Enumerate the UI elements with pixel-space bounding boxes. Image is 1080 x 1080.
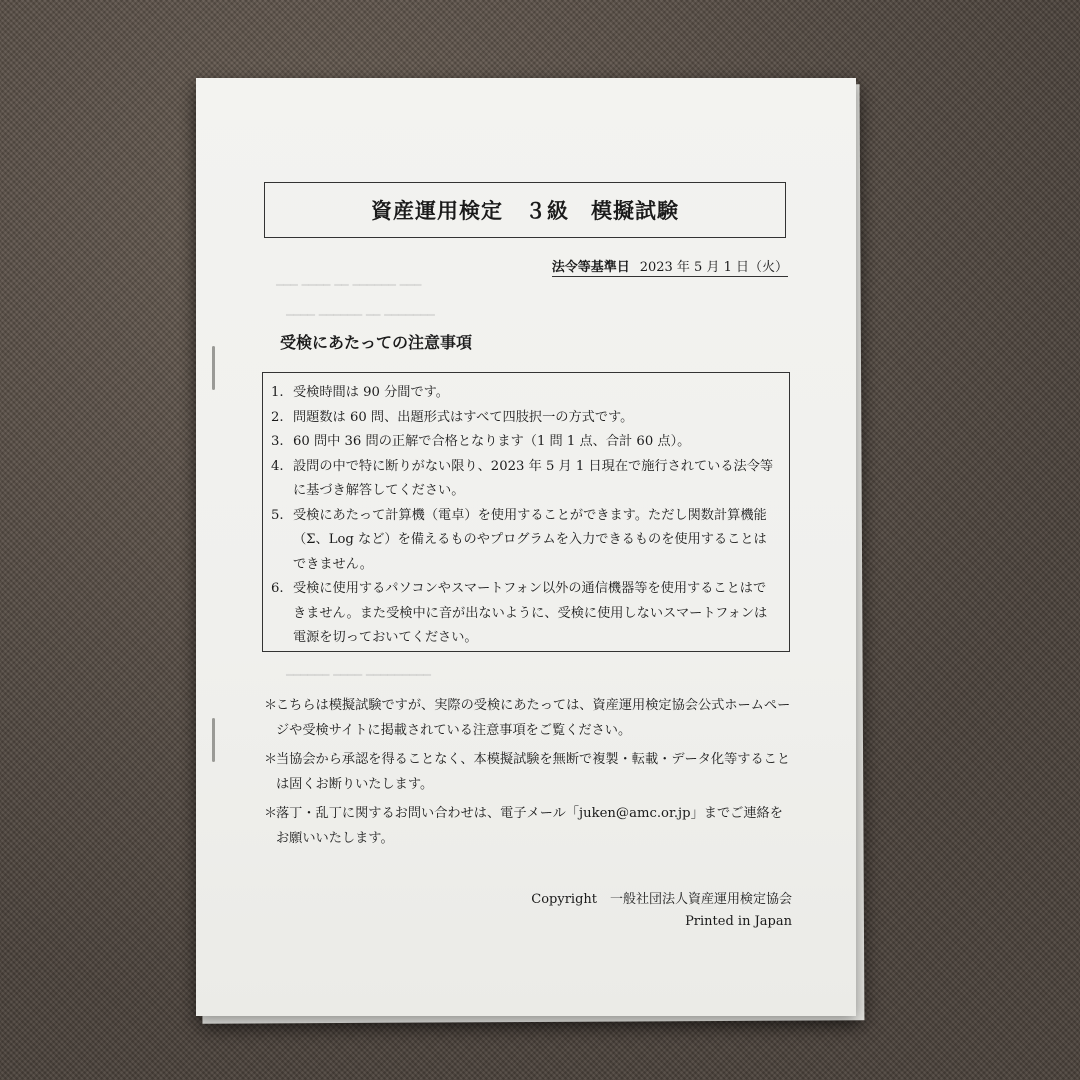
copyright: Copyright 一般社団法人資産運用検定協会 xyxy=(531,892,792,907)
asterisk-icon: ＊ xyxy=(264,752,278,767)
notes xyxy=(264,694,794,856)
title-box xyxy=(264,182,786,238)
rule-item xyxy=(271,430,779,455)
staple xyxy=(212,346,215,390)
exam-cover-sheet xyxy=(196,78,856,1016)
rule-text: 受検にあたって計算機（電卓）を使用することができます。ただし関数計算機能（Σ、Log など）を備えるものやプログラムを入力できるものを使用することはできません。 xyxy=(293,507,767,572)
rule-text: 受検時間は 90 分間です。 xyxy=(293,385,449,400)
base-date-label: 法令等基準日 xyxy=(551,260,630,275)
rule-text: 問題数は 60 問、出題形式はすべて四肢択一の方式です。 xyxy=(293,409,634,425)
base-date xyxy=(552,256,788,277)
note-text: 落丁・乱丁に関するお問い合わせは、電子メール「juken@amc.or.jp」までご連絡をお願いいたします。 xyxy=(276,806,783,846)
notice-heading: 受検にあたっての注意事項 xyxy=(280,333,473,352)
rule-item xyxy=(271,406,779,431)
rule-number: 1. xyxy=(271,385,284,400)
note-item xyxy=(264,748,794,797)
exam-title: 資産運用検定 ３級 模擬試験 xyxy=(371,199,679,223)
rule-number: 5. xyxy=(271,507,284,523)
note-item xyxy=(264,694,794,743)
rule-item xyxy=(271,381,779,406)
rule-text: 受検に使用するパソコンやスマートフォン以外の通信機器等を使用することはできません。また受検中に音が出ないように、受検に使用しないスマートフォンは電源を切っておいてください。 xyxy=(293,581,768,645)
rule-number: 3. xyxy=(271,434,284,449)
bleed-through-text: ━━━━ ━━━━━━ ━━ ━━━━━━━ xyxy=(286,308,435,322)
rule-item xyxy=(271,504,779,578)
asterisk-icon: ＊ xyxy=(264,698,278,713)
note-item xyxy=(264,802,794,851)
printed-in: Printed in Japan xyxy=(685,914,792,929)
asterisk-icon: ＊ xyxy=(264,806,278,821)
rules-box xyxy=(262,372,790,652)
staple xyxy=(212,718,215,762)
note-text: 当協会から承認を得ることなく、本模擬試験を無断で複製・転載・データ化等することは固くお断りいたします。 xyxy=(276,752,791,792)
base-date-value: 2023 年 5 月 1 日（火） xyxy=(639,260,788,275)
rule-item xyxy=(271,455,779,504)
rule-text: 60 問中 36 問の正解で合格となります（1 問 1 点、合計 60 点）。 xyxy=(293,434,691,449)
rule-item xyxy=(271,577,779,651)
rule-number: 2. xyxy=(271,409,284,425)
note-text: こちらは模擬試験ですが、実際の受検にあたっては、資産運用検定協会公式ホームページや受検サイトに掲載されている注意事項をご覧ください。 xyxy=(276,698,791,738)
bleed-through-text: ━━━━━━ ━━━━ ━━━━━━━━━ xyxy=(286,668,431,682)
rule-text: 設問の中で特に断りがない限り、2023 年 5 月 1 日現在で施行されている法令等に基づき解答してください。 xyxy=(293,458,774,498)
rule-number: 6. xyxy=(271,581,284,596)
bleed-through-text: ━━━ ━━━━ ━━ ━━━━━━ ━━━ xyxy=(276,278,422,292)
rule-number: 4. xyxy=(271,458,284,474)
